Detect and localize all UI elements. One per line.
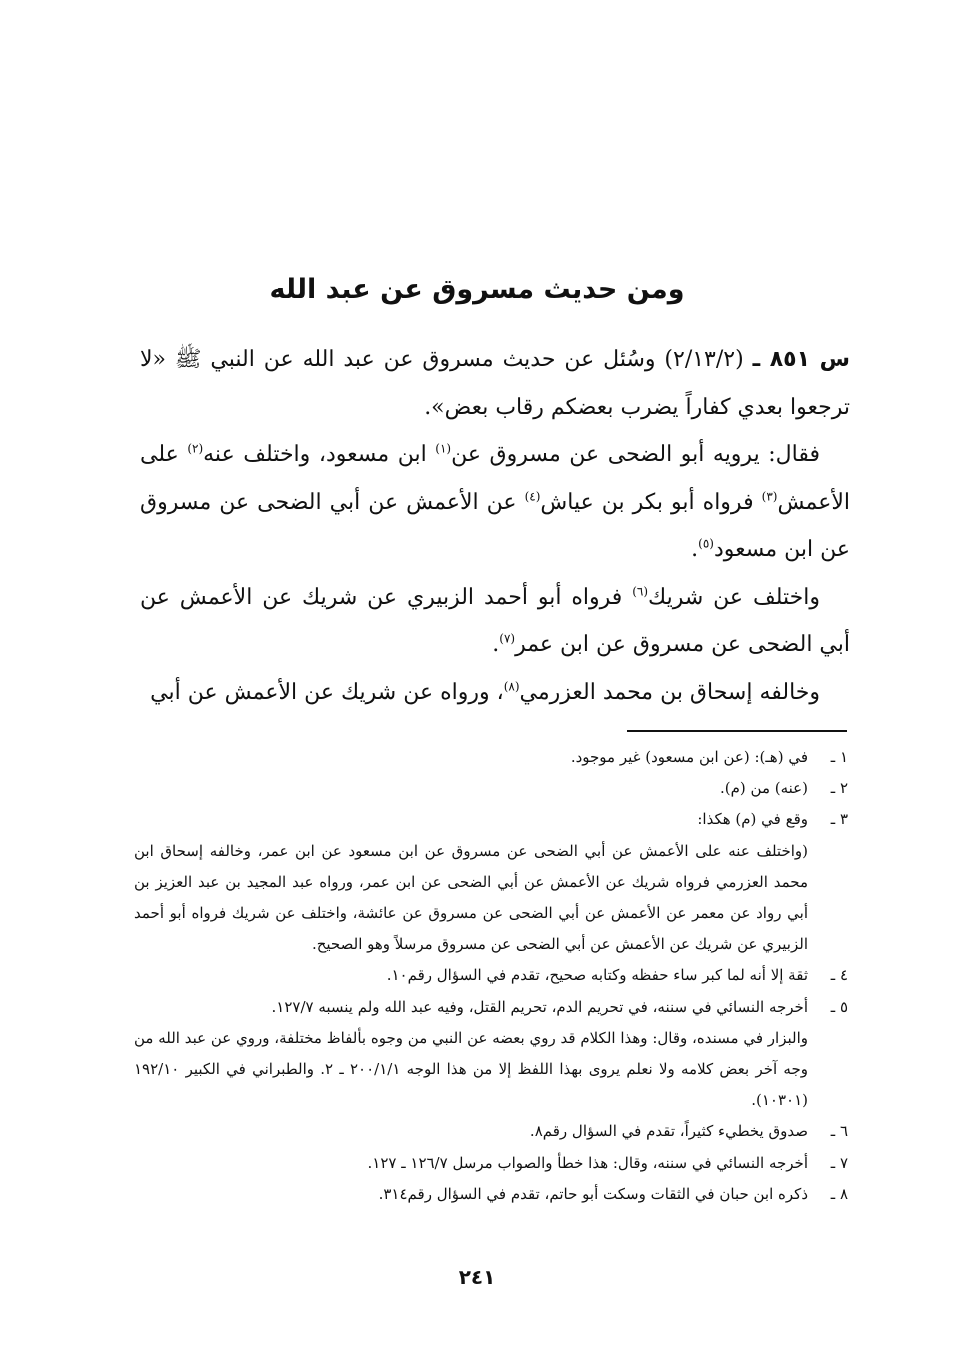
footnote-number: ٢ ـ [830, 779, 848, 798]
footnote-number: ١ ـ [830, 748, 848, 766]
text-segment: فرواه أبو بكر بن عياش [540, 489, 762, 515]
footnote-ref: (٤) [524, 489, 541, 504]
footnote-text: في (هـ): (عن ابن مسعود) غير موجود. [570, 748, 808, 766]
text-segment: . [691, 537, 699, 562]
footnote-text: ثقة إلا أنه لما كبر ساء حفظه وكتابه صحيح، تقدم في السؤال رقم١٠. [386, 966, 808, 985]
footnote-ref: (٨) [503, 679, 520, 694]
question-number: س ٨٥١ ـ [752, 347, 850, 372]
answer-paragraph-2 [140, 574, 850, 669]
footnote-text: ذكره ابن حبان في الثقات وسكت أبو حاتم، تقدم في السؤال رقم٣١٤. [378, 1184, 808, 1203]
answer-paragraph-1 [140, 431, 850, 574]
footnote-text: أخرجه النسائي في سننه، وقال: هذا خطأ والصواب مرسل ١٢٦/٧ ـ ١٢٧. [367, 1153, 808, 1172]
text-segment: فقال: يرويه أبو الضحى عن مسروق عن [451, 442, 821, 467]
text-segment: عن الأعمش عن أبي الضحى عن مسروق عن ابن مسعود [140, 489, 850, 562]
footnote-text: صدوق يخطيء كثيراً، تقدم في السؤال رقم٨. [529, 1122, 808, 1141]
footnote-ref: (٣) [761, 489, 778, 504]
text-segment: واختلف عن شريك [648, 584, 820, 610]
footnote-3-quote: (واختلف عنه على الأعمش عن أبي الضحى عن مسروق عن ابن مسعود عن ابن عمر، وخالفه إسحاق ابن محمد العزرمي فرواه شريك عن الأعمش عن أبي الضحى عن ابن عمر، ورواه عبد المجيد بن عبد العزيز بن أبي رواد عن معمر عن الأعمش عن أبي الضحى عن مسروق عن عائشة، واختلف عن شريك فرواه أبو أحمد الزبيري عن شريك عن الأعمش عن أبي الضحى عن مسروق مرسلاً وهو الصحيح. [134, 841, 808, 954]
text-segment: على الأعمش [140, 442, 851, 515]
footnote-7 [134, 1148, 848, 1179]
footnote-1 [134, 742, 848, 773]
footnote-text: وقع في (م) هكذا: [697, 810, 808, 829]
footnote-number: ٤ ـ [830, 966, 848, 985]
footnote-ref: (١) [435, 441, 452, 456]
footnote-5 [134, 992, 848, 1023]
question-text: (٢/١٣/٢) وسُئل عن حديث مسروق عن عبد الله عن النبي ﷺ «لا ترجعوا بعدي كفاراً يضرب بعضكم رقاب بعض». [140, 347, 850, 420]
footnote-number: ٣ ـ [830, 810, 848, 829]
answer-paragraph-3 [140, 669, 850, 717]
footnote-separator [627, 730, 847, 732]
footnote-ref: (٦) [632, 584, 649, 599]
footnote-8 [134, 1179, 848, 1210]
footnote-3 [134, 804, 848, 835]
question-paragraph [140, 336, 850, 431]
footnote-number: ٥ ـ [830, 997, 848, 1016]
section-title: ومن حديث مسروق عن عبد الله [269, 274, 685, 305]
footnote-4 [134, 960, 848, 991]
footnote-number: ٧ ـ [830, 1153, 848, 1172]
footnote-6 [134, 1116, 848, 1147]
footnote-ref: (٢) [187, 441, 204, 456]
text-segment: ، ورواه عن شريك عن الأعمش عن أبي [150, 679, 504, 705]
text-segment: فرواه أبو أحمد الزبيري عن شريك عن الأعمش عن أبي الضحى عن مسروق عن ابن عمر [140, 584, 850, 657]
footnote-number: ٦ ـ [830, 1122, 848, 1141]
footnote-ref: (٥) [698, 536, 714, 551]
text-segment: وخالفه إسحاق بن محمد العزرمي [519, 679, 820, 705]
page-number: ٢٤١ [458, 1265, 496, 1289]
text-segment: ابن مسعود، واختلف عنه [203, 442, 436, 467]
main-text [140, 336, 850, 716]
footnote-text: أخرجه النسائي في سننه، في تحريم الدم، تحريم القتل، وفيه عبد الله ولم ينسبه ١٢٧/٧. [271, 997, 808, 1016]
footnote-text: (عنه) من (م). [720, 779, 808, 798]
footnote-number: ٨ ـ [830, 1184, 848, 1203]
footnote-ref: (٧) [499, 631, 516, 646]
footnote-5-continuation: والبزار في مسنده، وقال: وهذا الكلام قد روي بعضه عن النبي من وجوه بألفاظ مختلفة، وروي عن عبد الله من وجه آخر بعض كلامه ولا نعلم يروى بهذا اللفظ إلا من هذا الوجه ٢٠٠/١/١ ـ ٢. والطبراني في الكبير ١٩٢/١٠ (١٠٣٠١). [134, 1028, 808, 1110]
text-segment: . [492, 632, 500, 657]
footnotes [134, 742, 848, 1210]
footnote-2 [134, 773, 848, 804]
